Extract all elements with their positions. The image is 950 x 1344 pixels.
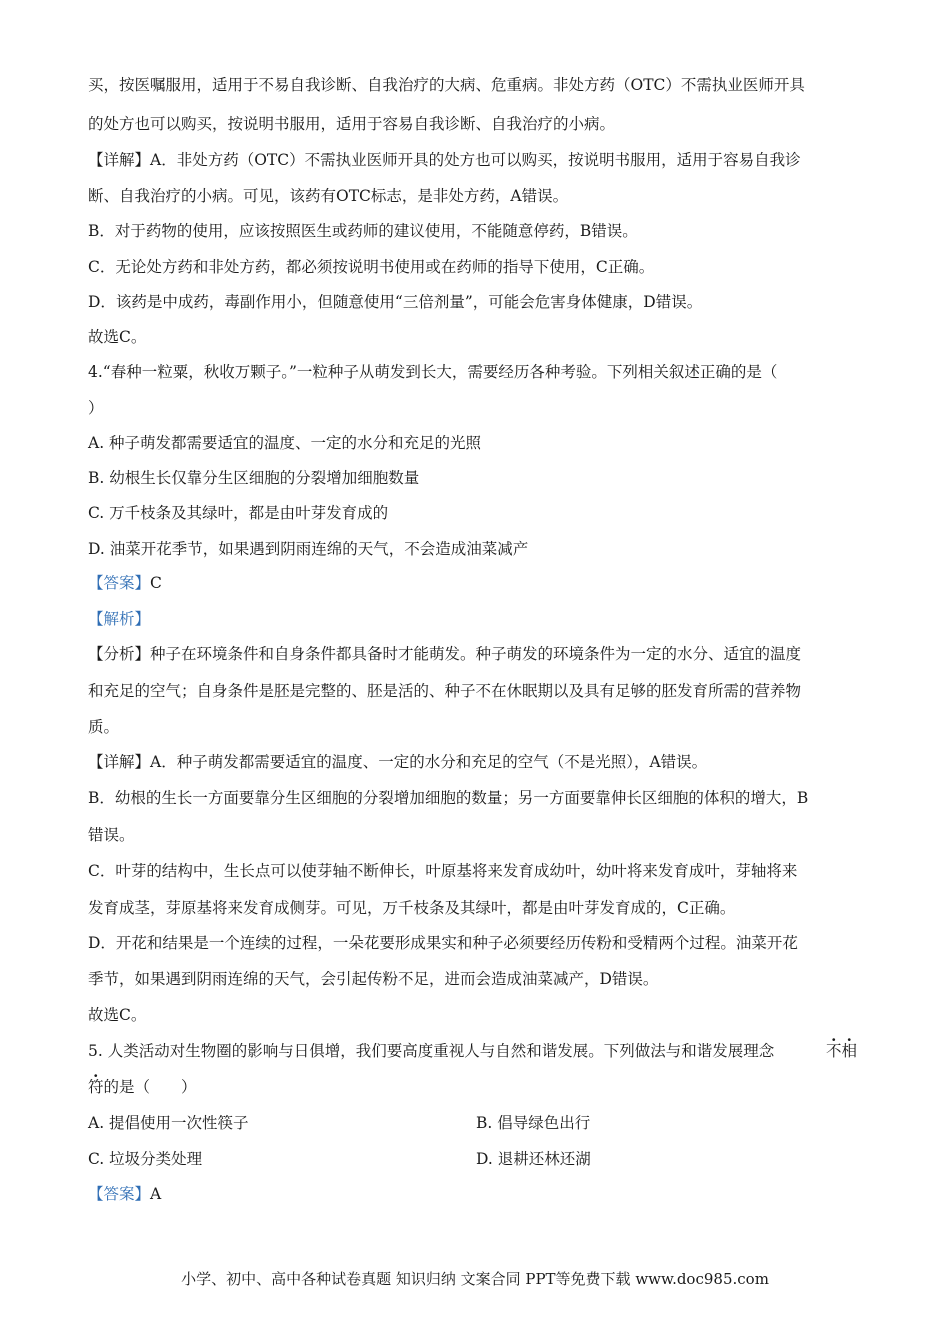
page-footer: 小学、初中、高中各种试卷真题 知识归纳 文案合同 PPT等免费下载 www.doc985.com: [181, 1270, 769, 1288]
text-line: 故选C。: [88, 1006, 147, 1024]
text-line: C．无论处方药和非处方药，都必须按说明书使用或在药师的指导下使用，C正确。: [88, 258, 655, 276]
answer-value: C: [150, 574, 162, 592]
question-4-option-a: A. 种子萌发都需要适宜的温度、一定的水分和充足的光照: [88, 434, 482, 452]
question-5-stem: 5. 人类活动对生物圈的影响与日俱增，我们要高度重视人与自然和谐发展。下列做法与和谐发展理念: [88, 1042, 775, 1060]
text-line: 买，按医嘱服用，适用于不易自我诊断、自我治疗的大病、危重病。非处方药（OTC）不需执业医师开具: [88, 76, 805, 94]
question-5-option-c: C. 垃圾分类处理: [88, 1150, 203, 1168]
question-4-option-b: B. 幼根生长仅靠分生区细胞的分裂增加细胞数量: [88, 469, 420, 487]
question-5-option-d: D. 退耕还林还湖: [476, 1150, 591, 1168]
question-5-stem-end: 符的是（ ）: [88, 1078, 197, 1096]
text-line: 【详解】A．非处方药（OTC）不需执业医师开具的处方也可以购买，按说明书服用，适用于容易自我诊: [88, 151, 801, 169]
text-line: 季节，如果遇到阴雨连绵的天气，会引起传粉不足，进而会造成油菜减产，D错误。: [88, 970, 659, 988]
question-5-option-b: B. 倡导绿色出行: [476, 1114, 591, 1132]
text-line: 质。: [88, 718, 120, 736]
answer-value: A: [150, 1185, 162, 1203]
text-line: D．开花和结果是一个连续的过程，一朵花要形成果实和种子必须要经历传粉和受精两个过程。油菜开花: [88, 934, 798, 952]
text-line: 的处方也可以购买，按说明书服用，适用于容易自我诊断、自我治疗的小病。: [88, 115, 616, 133]
question-5-emphasis: [826, 1040, 857, 1062]
answer-label: 【答案】: [88, 574, 151, 592]
text-line: B．对于药物的使用，应该按照医生或药师的建议使用，不能随意停药，B错误。: [88, 222, 638, 240]
answer-5: [88, 1183, 868, 1205]
text-line: 错误。: [88, 826, 135, 844]
analysis-4-label: 【解析】: [88, 610, 151, 628]
emphasis-char: 符: [88, 1078, 104, 1096]
answer-label: 【答案】: [88, 1185, 151, 1203]
text-line: 发育成茎，芽原基将来发育成侧芽。可见，万千枝条及其绿叶，都是由叶芽发育成的，C正确。: [88, 899, 736, 917]
text-line: 断、自我治疗的小病。可见，该药有OTC标志，是非处方药，A错误。: [88, 187, 569, 205]
question-4-stem: 4.“春种一粒粟，秋收万颗子。”一粒种子从萌发到长大，需要经历各种考验。下列相关叙述正确的是（: [88, 363, 778, 381]
question-4-option-d: D. 油菜开花季节，如果遇到阴雨连绵的天气，不会造成油菜减产: [88, 540, 529, 558]
text-line: 【分析】种子在环境条件和自身条件都具备时才能萌发。种子萌发的环境条件为一定的水分、适宜的温度: [88, 645, 802, 663]
text-line: 【详解】A．种子萌发都需要适宜的温度、一定的水分和充足的空气（不是光照），A错误。: [88, 753, 708, 771]
text-line: C．叶芽的结构中，生长点可以使芽轴不断伸长，叶原基将来发育成幼叶，幼叶将来发育成叶，芽轴将来: [88, 862, 798, 880]
text-line: B．幼根的生长一方面要靠分生区细胞的分裂增加细胞的数量；另一方面要靠伸长区细胞的体积的增大，B: [88, 789, 809, 807]
question-5-option-a: A. 提倡使用一次性筷子: [88, 1114, 249, 1132]
question-4-stem-end: ）: [88, 399, 104, 417]
emphasis-char: 相: [841, 1042, 858, 1060]
text-line: 和充足的空气；自身条件是胚是完整的、胚是活的、种子不在休眠期以及具有足够的胚发育所需的营养物: [88, 682, 802, 700]
emphasis-char: 不: [826, 1042, 842, 1060]
text-line: D．该药是中成药，毒副作用小，但随意使用“三倍剂量”，可能会危害身体健康，D错误。: [88, 293, 703, 311]
question-4-option-c: C. 万千枝条及其绿叶，都是由叶芽发育成的: [88, 504, 389, 522]
text-line: 故选C。: [88, 328, 147, 346]
answer-4: [88, 572, 868, 594]
